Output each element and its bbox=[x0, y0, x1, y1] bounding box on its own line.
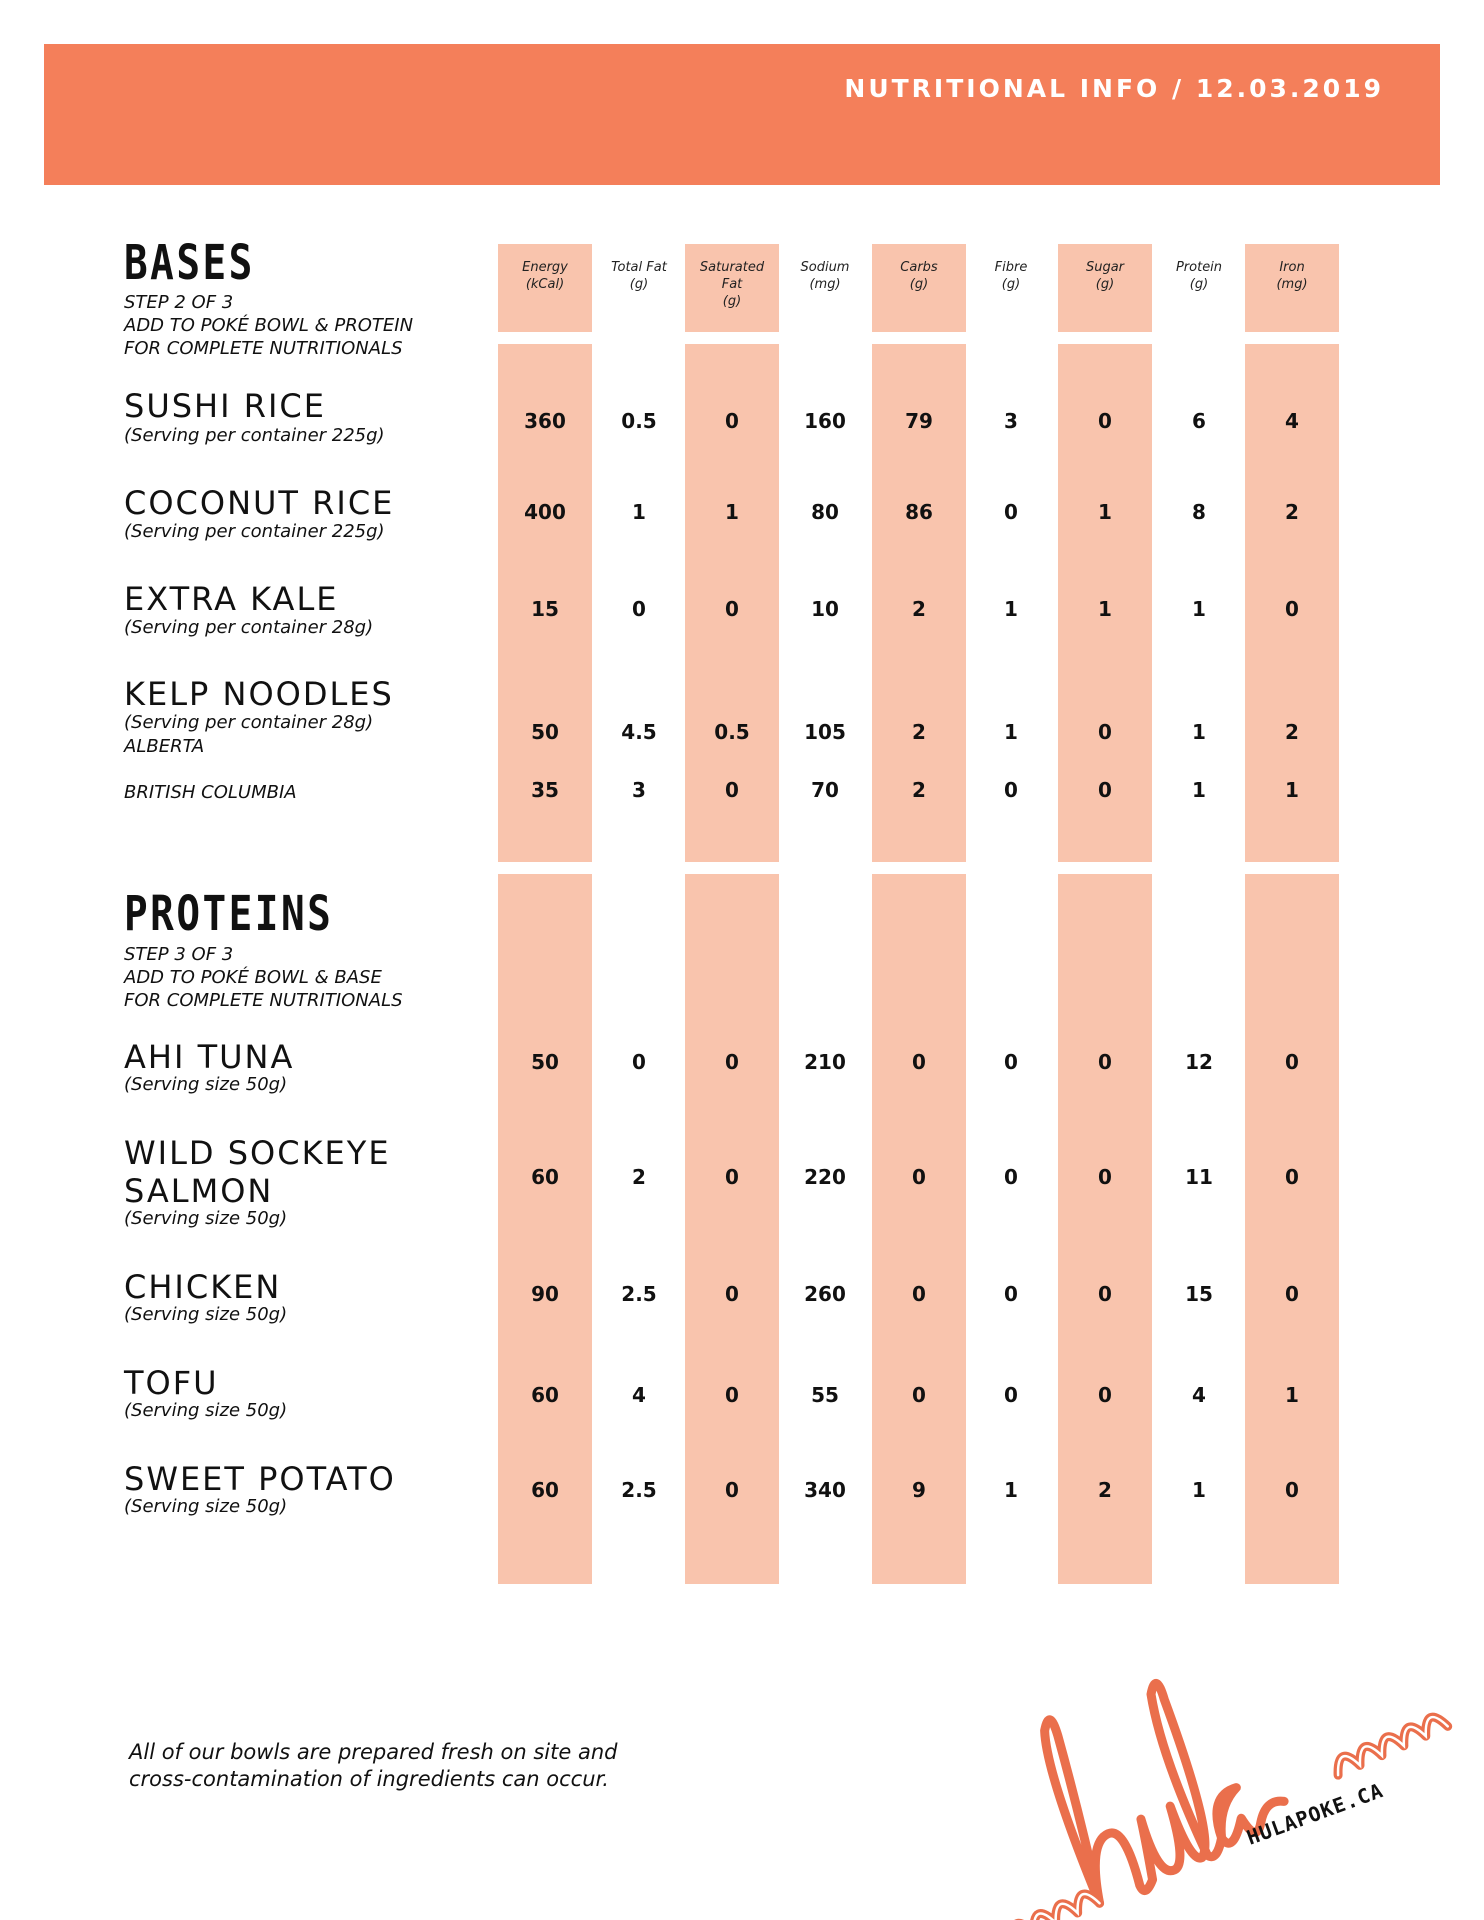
value-cell-sugar: 1 bbox=[1098, 597, 1112, 621]
value-cell-total-fat: 2.5 bbox=[621, 1478, 657, 1502]
value-cell-sugar: 2 bbox=[1098, 1478, 1112, 1502]
value-cell-sodium: 55 bbox=[811, 1383, 839, 1407]
value-cell-iron: 0 bbox=[1285, 1282, 1299, 1306]
hula-logo bbox=[920, 1600, 1484, 1920]
value-cell-fibre: 0 bbox=[1004, 1383, 1018, 1407]
item-serving-sweet-potato: (Serving size 50g) bbox=[124, 1496, 288, 1517]
value-cell-carbs: 86 bbox=[905, 500, 933, 524]
value-cell-sodium: 70 bbox=[811, 778, 839, 802]
item-name-sushi-rice: SUSHI RICE bbox=[124, 387, 326, 425]
value-cell-carbs: 79 bbox=[905, 409, 933, 433]
item-name-sweet-potato: SWEET POTATO bbox=[124, 1460, 396, 1498]
item-name-tofu: TOFU bbox=[124, 1364, 219, 1402]
value-cell-carbs: 2 bbox=[912, 778, 926, 802]
value-cell-fibre: 0 bbox=[1004, 1282, 1018, 1306]
item-serving-chicken: (Serving size 50g) bbox=[124, 1304, 288, 1325]
item-serving-tofu: (Serving size 50g) bbox=[124, 1400, 288, 1421]
value-cell-iron: 0 bbox=[1285, 597, 1299, 621]
value-cell-sugar: 0 bbox=[1098, 1050, 1112, 1074]
value-cell-iron: 0 bbox=[1285, 1478, 1299, 1502]
item-serving-extra-kale: (Serving per container 28g) bbox=[124, 617, 374, 638]
value-cell-total-fat: 4 bbox=[632, 1383, 646, 1407]
value-cell-total-fat: 0 bbox=[632, 597, 646, 621]
value-cell-energy: 50 bbox=[531, 1050, 559, 1074]
value-cell-carbs: 2 bbox=[912, 597, 926, 621]
value-cell-protein: 12 bbox=[1185, 1050, 1213, 1074]
value-cell-sugar: 0 bbox=[1098, 778, 1112, 802]
value-cell-energy: 15 bbox=[531, 597, 559, 621]
value-cell-energy: 60 bbox=[531, 1165, 559, 1189]
column-header-protein: Protein (g) bbox=[1175, 260, 1223, 292]
item-name-wild-sockeye-salmon: WILD SOCKEYE SALMON bbox=[124, 1134, 391, 1210]
item-name-coconut-rice: COCONUT RICE bbox=[124, 484, 395, 522]
value-cell-total-fat: 2.5 bbox=[621, 1282, 657, 1306]
region-alberta: ALBERTA bbox=[124, 736, 205, 757]
value-cell-sodium: 260 bbox=[804, 1282, 846, 1306]
item-serving-wild-sockeye-salmon: (Serving size 50g) bbox=[124, 1208, 288, 1229]
value-cell-sodium: 80 bbox=[811, 500, 839, 524]
value-cell-saturated-fat: 0 bbox=[725, 1383, 739, 1407]
value-cell-protein: 11 bbox=[1185, 1165, 1213, 1189]
value-cell-total-fat: 2 bbox=[632, 1165, 646, 1189]
value-cell-saturated-fat: 0.5 bbox=[714, 720, 750, 744]
column-header-sodium: Sodium (mg) bbox=[800, 260, 850, 292]
value-cell-total-fat: 0.5 bbox=[621, 409, 657, 433]
value-cell-protein: 4 bbox=[1192, 1383, 1206, 1407]
region-british-columbia: BRITISH COLUMBIA bbox=[124, 782, 297, 803]
value-cell-saturated-fat: 0 bbox=[725, 409, 739, 433]
value-cell-fibre: 1 bbox=[1004, 1478, 1018, 1502]
value-cell-sodium: 160 bbox=[804, 409, 846, 433]
value-cell-iron: 0 bbox=[1285, 1165, 1299, 1189]
value-cell-protein: 1 bbox=[1192, 1478, 1206, 1502]
item-serving-kelp-noodles: (Serving per container 28g) bbox=[124, 712, 374, 733]
value-cell-sodium: 210 bbox=[804, 1050, 846, 1074]
value-cell-fibre: 0 bbox=[1004, 1165, 1018, 1189]
value-cell-protein: 15 bbox=[1185, 1282, 1213, 1306]
value-cell-total-fat: 3 bbox=[632, 778, 646, 802]
value-cell-fibre: 0 bbox=[1004, 1050, 1018, 1074]
value-cell-energy: 60 bbox=[531, 1478, 559, 1502]
bases-subtitle: STEP 2 OF 3 ADD TO POKÉ BOWL & PROTEIN FOR COMPLETE NUTRITIONALS bbox=[124, 292, 414, 359]
value-cell-saturated-fat: 0 bbox=[725, 1165, 739, 1189]
value-cell-iron: 2 bbox=[1285, 500, 1299, 524]
value-cell-sugar: 0 bbox=[1098, 409, 1112, 433]
item-serving-ahi-tuna: (Serving size 50g) bbox=[124, 1074, 288, 1095]
bases-title: BASES bbox=[124, 235, 255, 291]
allergen-note: All of our bowls are prepared fresh on site and cross-contamination of ingredients can occur. bbox=[129, 1740, 618, 1791]
value-cell-sugar: 0 bbox=[1098, 720, 1112, 744]
value-cell-total-fat: 0 bbox=[632, 1050, 646, 1074]
value-cell-protein: 1 bbox=[1192, 597, 1206, 621]
value-cell-sodium: 105 bbox=[804, 720, 846, 744]
value-cell-fibre: 3 bbox=[1004, 409, 1018, 433]
column-header-saturated-fat: Saturated Fat (g) bbox=[699, 260, 765, 309]
value-cell-protein: 6 bbox=[1192, 409, 1206, 433]
item-name-ahi-tuna: AHI TUNA bbox=[124, 1038, 295, 1076]
column-header-total-fat: Total Fat (g) bbox=[611, 260, 667, 292]
value-cell-sugar: 0 bbox=[1098, 1282, 1112, 1306]
value-cell-carbs: 0 bbox=[912, 1050, 926, 1074]
value-cell-iron: 4 bbox=[1285, 409, 1299, 433]
item-serving-coconut-rice: (Serving per container 225g) bbox=[124, 521, 385, 542]
value-cell-fibre: 1 bbox=[1004, 597, 1018, 621]
value-cell-iron: 1 bbox=[1285, 778, 1299, 802]
value-cell-fibre: 0 bbox=[1004, 500, 1018, 524]
value-cell-carbs: 0 bbox=[912, 1165, 926, 1189]
value-cell-saturated-fat: 1 bbox=[725, 500, 739, 524]
value-cell-energy: 360 bbox=[524, 409, 566, 433]
value-cell-protein: 1 bbox=[1192, 778, 1206, 802]
value-cell-sodium: 10 bbox=[811, 597, 839, 621]
value-cell-fibre: 0 bbox=[1004, 778, 1018, 802]
value-cell-energy: 60 bbox=[531, 1383, 559, 1407]
value-cell-protein: 8 bbox=[1192, 500, 1206, 524]
value-cell-total-fat: 1 bbox=[632, 500, 646, 524]
value-cell-energy: 35 bbox=[531, 778, 559, 802]
value-cell-carbs: 2 bbox=[912, 720, 926, 744]
value-cell-carbs: 0 bbox=[912, 1383, 926, 1407]
logo-url: HULAPOKE.CA bbox=[1243, 1778, 1387, 1850]
value-cell-energy: 400 bbox=[524, 500, 566, 524]
value-cell-energy: 50 bbox=[531, 720, 559, 744]
proteins-subtitle: STEP 3 OF 3 ADD TO POKÉ BOWL & BASE FOR COMPLETE NUTRITIONALS bbox=[124, 944, 403, 1011]
value-cell-saturated-fat: 0 bbox=[725, 778, 739, 802]
column-header-iron: Iron (mg) bbox=[1276, 260, 1308, 292]
column-header-carbs: Carbs (g) bbox=[900, 260, 938, 292]
value-cell-iron: 0 bbox=[1285, 1050, 1299, 1074]
item-name-extra-kale: EXTRA KALE bbox=[124, 580, 339, 618]
value-cell-sugar: 0 bbox=[1098, 1383, 1112, 1407]
value-cell-energy: 90 bbox=[531, 1282, 559, 1306]
value-cell-saturated-fat: 0 bbox=[725, 597, 739, 621]
header-band bbox=[44, 44, 1440, 185]
item-name-kelp-noodles: KELP NOODLES bbox=[124, 675, 394, 713]
value-cell-saturated-fat: 0 bbox=[725, 1478, 739, 1502]
proteins-title: PROTEINS bbox=[124, 886, 334, 942]
value-cell-total-fat: 4.5 bbox=[621, 720, 657, 744]
logo-script bbox=[920, 1600, 1459, 1920]
item-serving-sushi-rice: (Serving per container 225g) bbox=[124, 425, 385, 446]
value-cell-saturated-fat: 0 bbox=[725, 1282, 739, 1306]
value-cell-fibre: 1 bbox=[1004, 720, 1018, 744]
value-cell-carbs: 9 bbox=[912, 1478, 926, 1502]
column-header-sugar: Sugar (g) bbox=[1085, 260, 1125, 292]
column-header-fibre: Fibre (g) bbox=[994, 260, 1028, 292]
value-cell-iron: 2 bbox=[1285, 720, 1299, 744]
value-cell-sugar: 0 bbox=[1098, 1165, 1112, 1189]
value-cell-saturated-fat: 0 bbox=[725, 1050, 739, 1074]
value-cell-carbs: 0 bbox=[912, 1282, 926, 1306]
value-cell-sugar: 1 bbox=[1098, 500, 1112, 524]
page-title: NUTRITIONAL INFO / 12.03.2019 bbox=[844, 74, 1384, 103]
value-cell-iron: 1 bbox=[1285, 1383, 1299, 1407]
column-header-energy: Energy (kCal) bbox=[522, 260, 568, 292]
value-cell-sodium: 220 bbox=[804, 1165, 846, 1189]
item-name-chicken: CHICKEN bbox=[124, 1268, 282, 1306]
value-cell-protein: 1 bbox=[1192, 720, 1206, 744]
value-cell-sodium: 340 bbox=[804, 1478, 846, 1502]
